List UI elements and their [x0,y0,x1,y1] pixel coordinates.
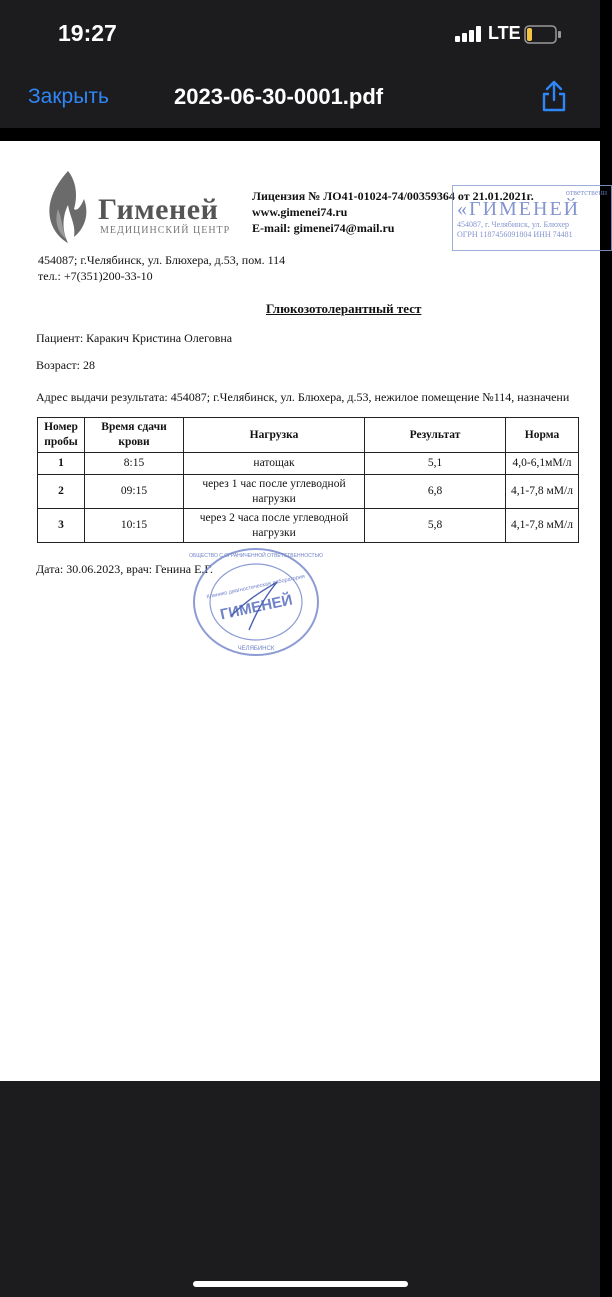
round-stamp [191,546,321,658]
patient-name: Пациент: Каракич Кристина Олеговна [36,331,233,345]
document-page [0,141,607,1081]
share-icon[interactable] [540,80,568,112]
clinic-address: 454087; г.Челябинск, ул. Блюхера, д.53, пом. 114 тел.: +7(351)200-33-10 [38,253,286,283]
table-row: 2 09:15 через 1 час после углеводной нагрузки 6,8 4,1-7,8 мМ/л [38,475,579,509]
network-label: LTE [488,23,521,43]
status-time: 19:27 [58,20,117,46]
svg-text:ГИМЕНЕЙ: ГИМЕНЕЙ [218,591,294,624]
patient-age: Возраст: 28 [36,358,95,372]
rectangular-stamp: ответственн «ГИМЕНЕЙ 454087, г. Челябинск, ул. Блюхер ОГРН 1187456091804 ИНН 74481 [452,185,612,251]
logo-subtitle: МЕДИЦИНСКИЙ ЦЕНТР [100,225,231,236]
document-title: 2023-06-30-0001.pdf [174,84,384,109]
col-header: Результат [365,418,506,453]
col-header: Номер пробы [38,418,85,453]
battery-icon [524,25,562,44]
logo-name: Гименей [98,193,219,226]
website-link: www.gimenei74.ru [252,205,348,219]
col-header: Нагрузка [184,418,365,453]
email-text: E-mail: gimenei74@mail.ru [252,221,395,235]
svg-text:ЧЕЛЯБИНСК: ЧЕЛЯБИНСК [237,646,275,652]
table-row: 1 8:15 натощак 5,1 4,0-6,1мМ/л [38,453,579,475]
bottom-area [0,1081,600,1297]
results-table [37,417,579,543]
home-indicator[interactable] [193,1281,408,1287]
license-number: Лицензия № ЛО41-01024-74/00359364 от 21.01.2021г. [252,189,534,203]
svg-text:ОБЩЕСТВО С ОГРАНИЧЕННОЙ ОТВЕТС: ОБЩЕСТВО С ОГРАНИЧЕННОЙ ОТВЕТСТВЕННОСТЬЮ [189,553,323,559]
col-header: Норма [506,418,579,453]
logo-flame-icon [40,169,96,245]
table-row: 3 10:15 через 2 часа после углеводной нагрузки 5,8 4,1-7,8 мМ/л [38,509,579,543]
page-heading: Глюкозотолерантный тест [266,301,422,316]
svg-text:Клинико диагностическая лабора: Клинико диагностическая лаборатория [206,573,306,601]
signal-icon [455,26,483,42]
date-doctor: Дата: 30.06.2023, врач: Генина Е.Г. [36,562,213,576]
close-button[interactable]: Закрыть [28,85,109,108]
result-address: Адрес выдачи результата: 454087; г.Челябинск, ул. Блюхера, д.53, нежилое помещение №114, назначени [36,390,570,404]
col-header: Время сдачи крови [85,418,184,453]
table-header-row [38,418,579,453]
